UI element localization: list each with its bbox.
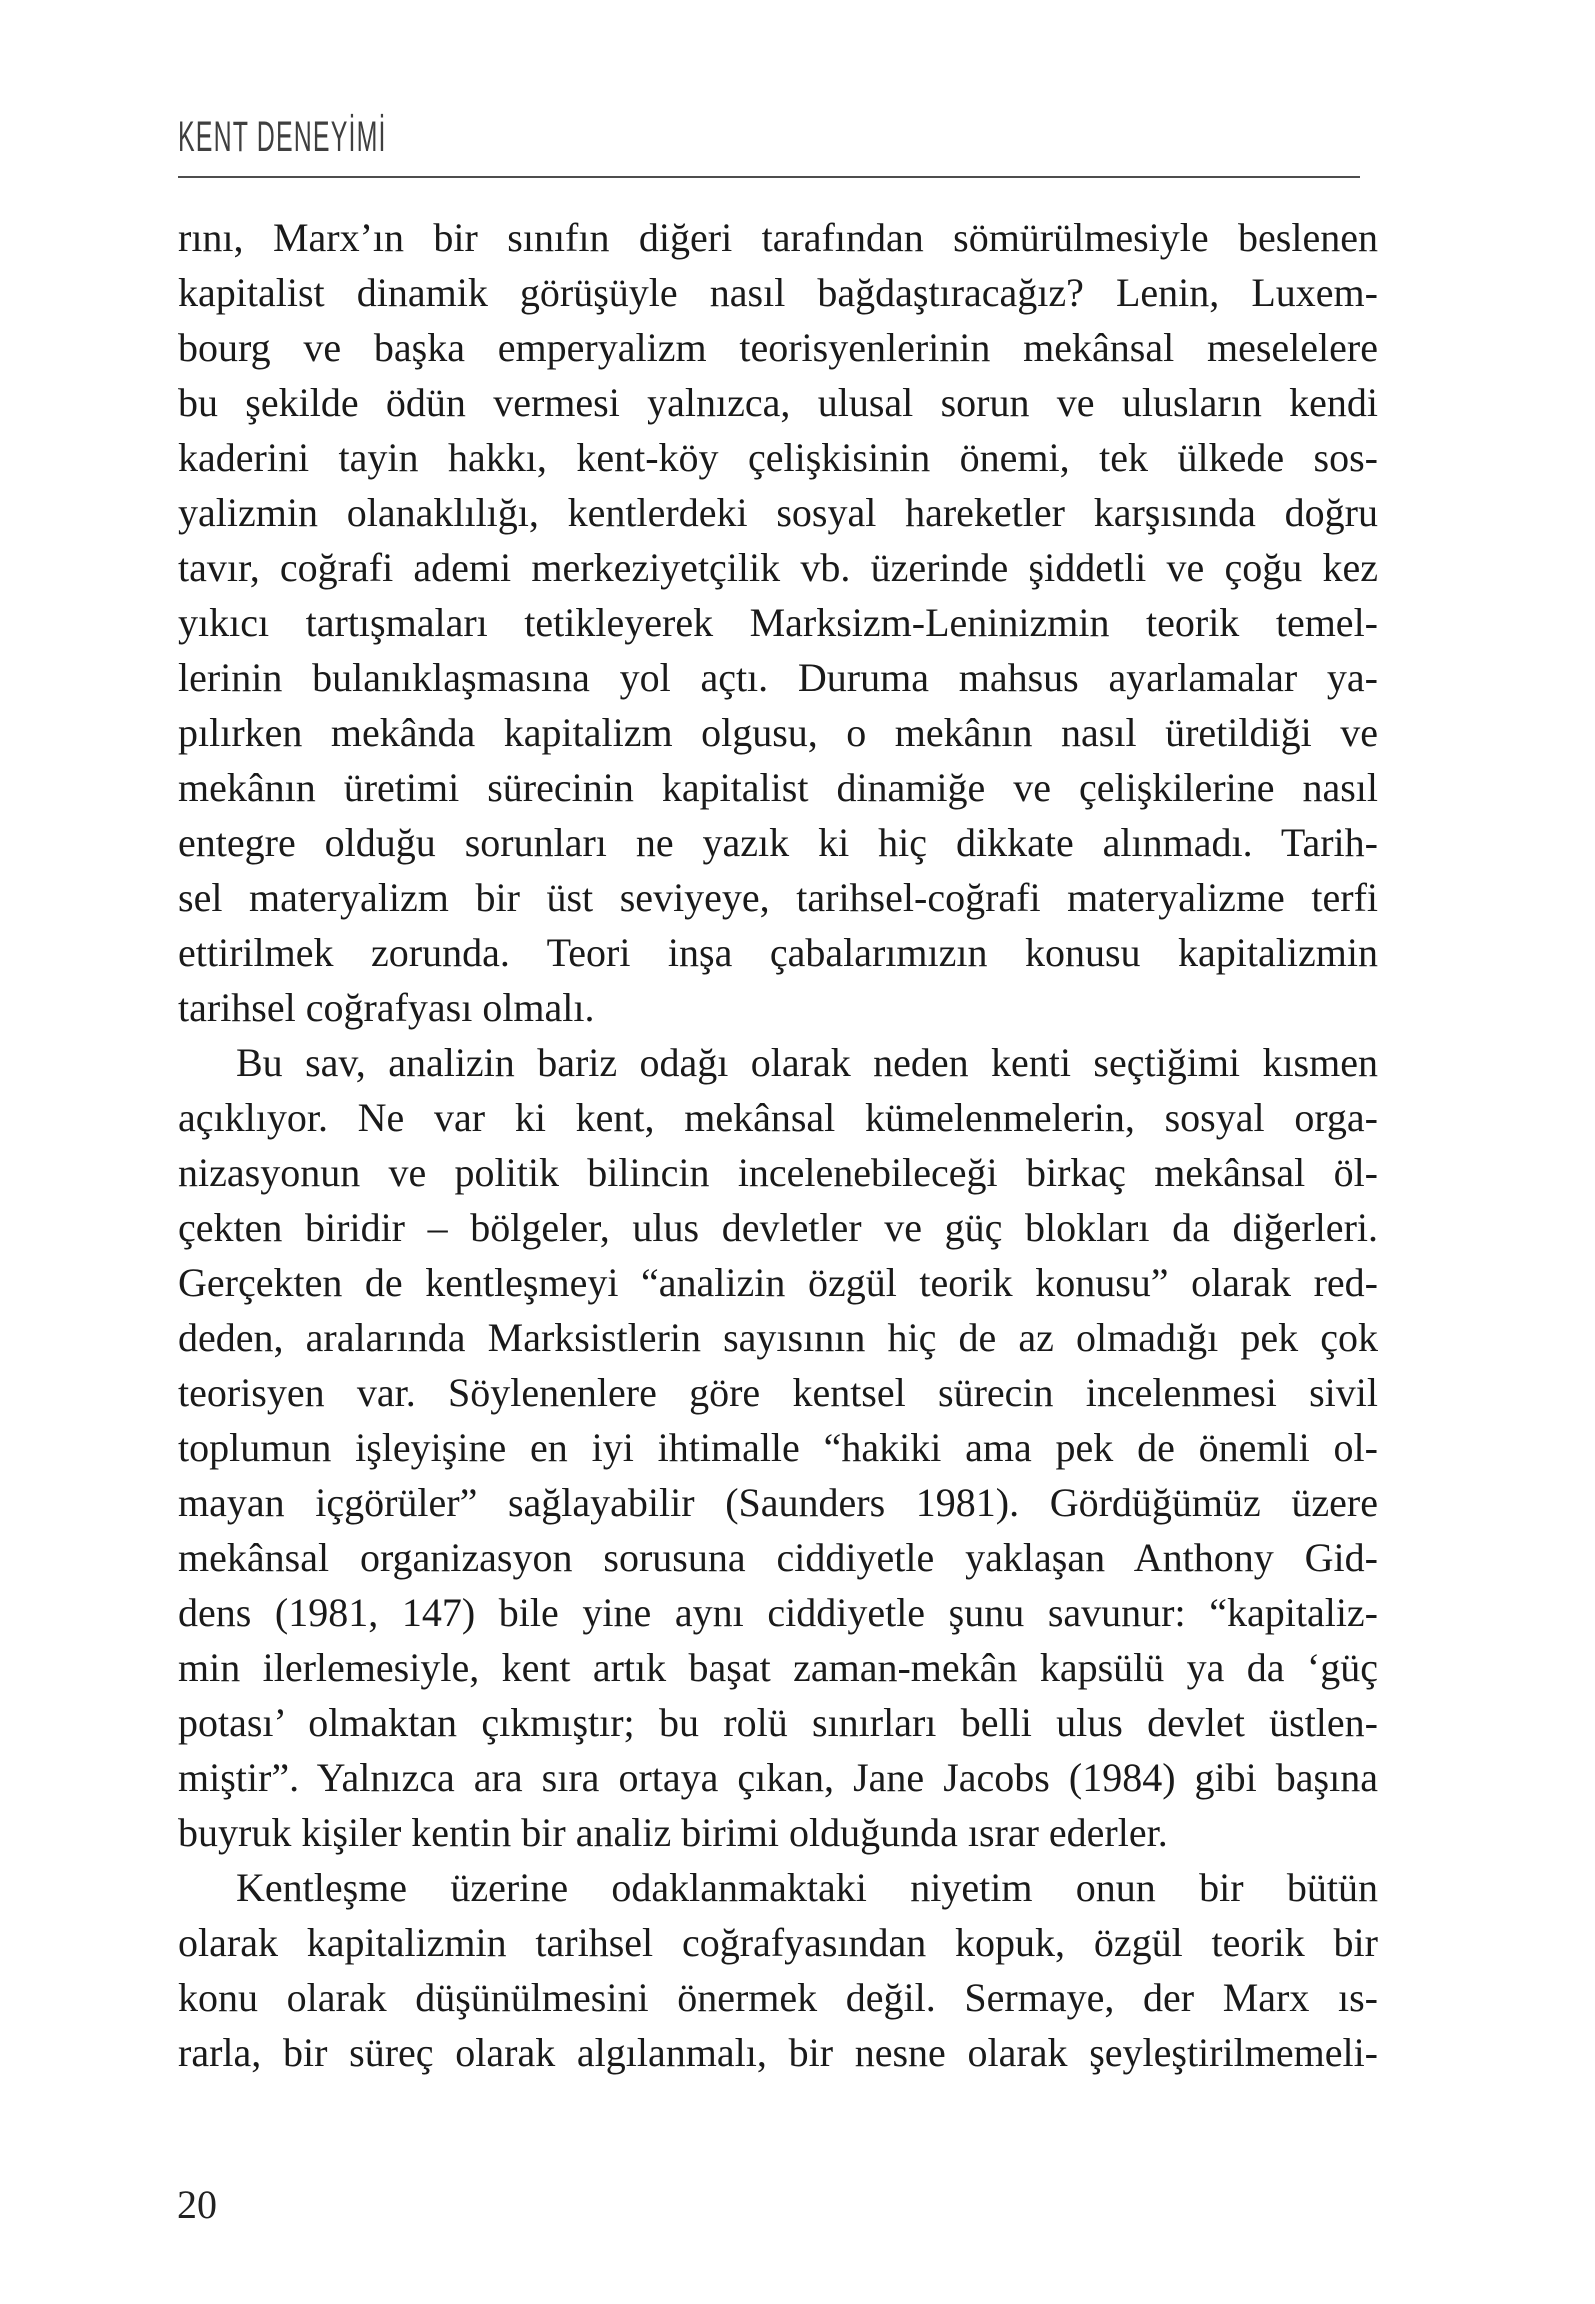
- text-line: potası’ olmaktan çıkmıştır; bu rolü sınırları belli ulus devlet üstlen-: [178, 1700, 1378, 1745]
- text-line: Gerçekten de kentleşmeyi “analizin özgül teorik konusu” olarak red-: [178, 1260, 1378, 1305]
- text-line: çekten biridir – bölgeler, ulus devletler ve güç blokları da diğerleri.: [178, 1205, 1378, 1250]
- text-line: lerinin bulanıklaşmasına yol açtı. Duruma mahsus ayarlamalar ya-: [178, 655, 1378, 700]
- text-line: konu olarak düşünülmesini önermek değil. Sermaye, der Marx ıs-: [178, 1975, 1378, 2020]
- text-line: bourg ve başka emperyalizm teorisyenlerinin mekânsal meselelere: [178, 325, 1378, 370]
- text-line: yıkıcı tartışmaları tetikleyerek Marksizm-Leninizmin teorik temel-: [178, 600, 1378, 645]
- text-block: [178, 210, 1378, 2080]
- text-line: bu şekilde ödün vermesi yalnızca, ulusal sorun ve ulusların kendi: [178, 380, 1378, 425]
- paragraph: [178, 1035, 1378, 1860]
- text-line: açıklıyor. Ne var ki kent, mekânsal kümelenmelerin, sosyal orga-: [178, 1095, 1378, 1140]
- text-line: tavır, coğrafi ademi merkeziyetçilik vb. üzerinde şiddetli ve çoğu kez: [178, 545, 1378, 590]
- text-line: pılırken mekânda kapitalizm olgusu, o mekânın nasıl üretildiği ve: [178, 710, 1378, 755]
- running-head-title: KENT DENEYİMİ: [178, 113, 387, 161]
- text-line: mekânsal organizasyon sorusuna ciddiyetle yaklaşan Anthony Gid-: [178, 1535, 1378, 1580]
- text-line: buyruk kişiler kentin bir analiz birimi olduğunda ısrar ederler.: [178, 1810, 1168, 1855]
- text-line: nizasyonun ve politik bilincin incelenebileceği birkaç mekânsal öl-: [178, 1150, 1378, 1195]
- text-line: mekânın üretimi sürecinin kapitalist dinamiğe ve çelişkilerine nasıl: [178, 765, 1378, 810]
- text-line: rını, Marx’ın bir sınıfın diğeri tarafından sömürülmesiyle beslenen: [178, 215, 1378, 260]
- text-line: ettirilmek zorunda. Teori inşa çabalarımızın konusu kapitalizmin: [178, 930, 1378, 975]
- text-line: mayan içgörüler” sağlayabilir (Saunders 1981). Gördüğümüz üzere: [178, 1480, 1378, 1525]
- text-line: min ilerlemesiyle, kent artık başat zaman-mekân kapsülü ya da ‘güç: [178, 1645, 1378, 1690]
- text-line: rarla, bir süreç olarak algılanmalı, bir nesne olarak şeyleştirilmemeli-: [178, 2030, 1378, 2075]
- text-line: teorisyen var. Söylenenlere göre kentsel sürecin incelenmesi sivil: [178, 1370, 1378, 1415]
- text-line: Bu sav, analizin bariz odağı olarak neden kenti seçtiğimi kısmen: [236, 1040, 1378, 1085]
- text-line: olarak kapitalizmin tarihsel coğrafyasından kopuk, özgül teorik bir: [178, 1920, 1378, 1965]
- text-line: kapitalist dinamik görüşüyle nasıl bağdaştıracağız? Lenin, Luxem-: [178, 270, 1378, 315]
- paragraph: [178, 1860, 1378, 2080]
- text-line: tarihsel coğrafyası olmalı.: [178, 985, 595, 1030]
- text-line: deden, aralarında Marksistlerin sayısının hiç de az olmadığı pek çok: [178, 1315, 1378, 1360]
- page-number: 20: [177, 2182, 217, 2227]
- text-line: yalizmin olanaklılığı, kentlerdeki sosyal hareketler karşısında doğru: [178, 490, 1378, 535]
- text-line: dens (1981, 147) bile yine aynı ciddiyetle şunu savunur: “kapitaliz-: [178, 1590, 1378, 1635]
- text-line: Kentleşme üzerine odaklanmaktaki niyetim onun bir bütün: [236, 1865, 1378, 1910]
- text-line: miştir”. Yalnızca ara sıra ortaya çıkan, Jane Jacobs (1984) gibi başına: [178, 1755, 1378, 1800]
- text-line: kaderini tayin hakkı, kent-köy çelişkisinin önemi, tek ülkede sos-: [178, 435, 1378, 480]
- header-rule: [178, 176, 1360, 178]
- text-line: entegre olduğu sorunları ne yazık ki hiç dikkate alınmadı. Tarih-: [178, 820, 1378, 865]
- paragraph: [178, 210, 1378, 1035]
- text-line: toplumun işleyişine en iyi ihtimalle “hakiki ama pek de önemli ol-: [178, 1425, 1378, 1470]
- text-line: sel materyalizm bir üst seviyeye, tarihsel-coğrafi materyalizme terfi: [178, 875, 1378, 920]
